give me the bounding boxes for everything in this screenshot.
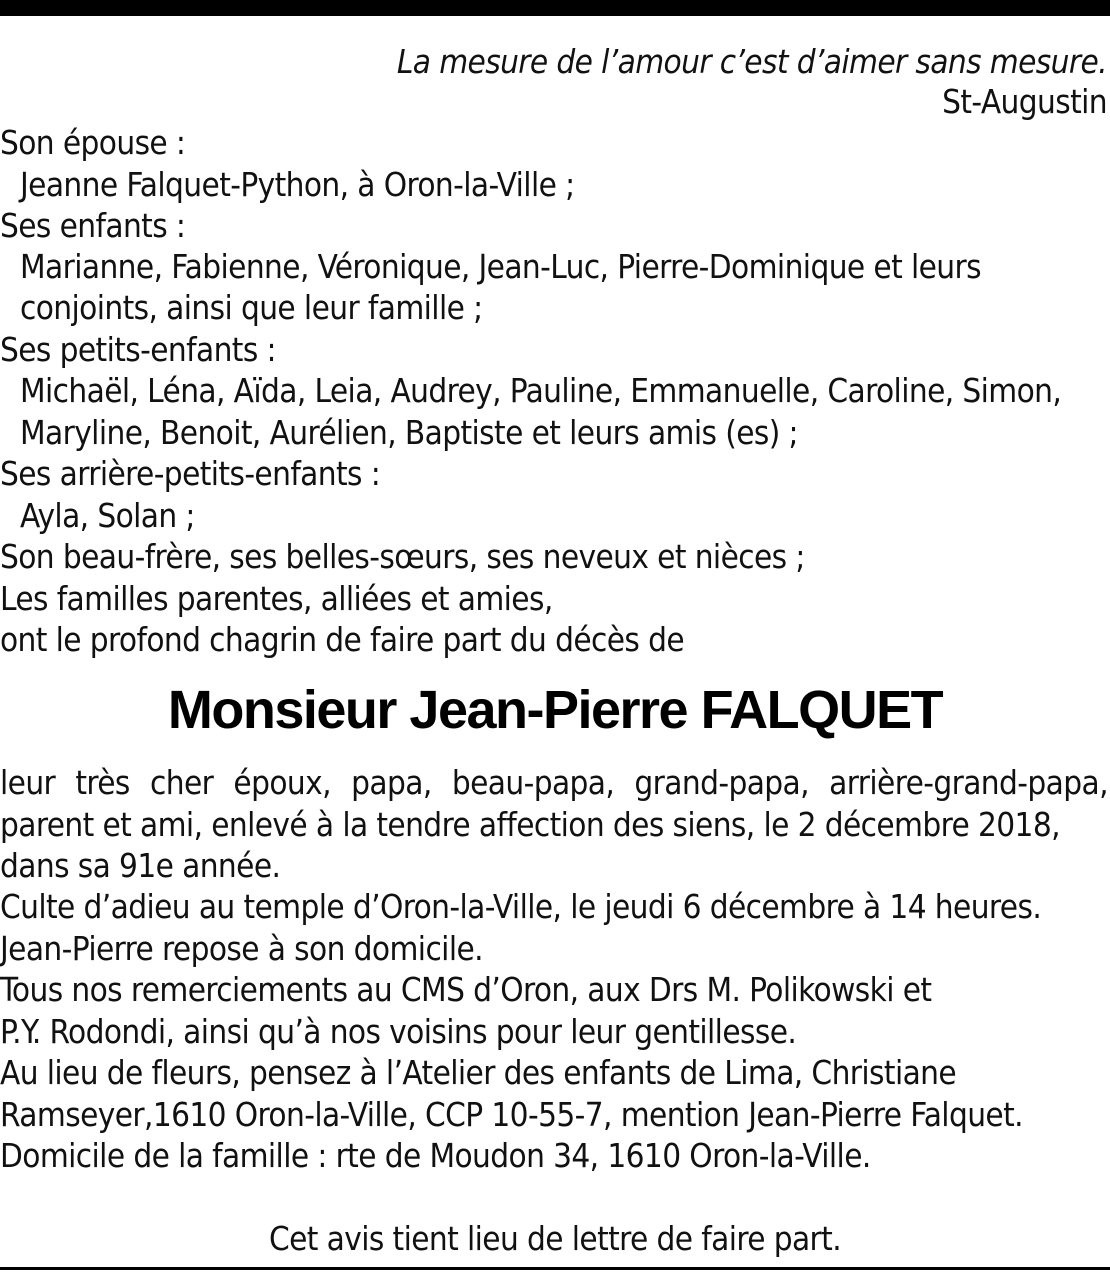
grandchildren-line-1: Michaël, Léna, Aïda, Leia, Audrey, Pauline, Emmanuelle, Caroline, Simon, — [20, 371, 1062, 410]
spouse-line: Jeanne Falquet-Python, à Oron-la-Ville ; — [20, 165, 575, 204]
body-word: grand-papa, — [634, 763, 809, 802]
body-line-6: Tous nos remerciements au CMS d’Oron, aux Drs M. Polikowski et — [0, 970, 932, 1009]
body-line-9: Ramseyer,1610 Oron-la-Ville, CCP 10-55-7, mention Jean-Pierre Falquet. — [0, 1095, 1023, 1134]
body-line-4: Culte d’adieu au temple d’Oron-la-Ville, le jeudi 6 décembre à 14 heures. — [0, 887, 1042, 926]
body-line-7: P.Y. Rodondi, ainsi qu’à nos voisins pour leur gentillesse. — [0, 1012, 797, 1051]
body-word: cher — [150, 763, 214, 802]
bottom-rule — [0, 1267, 1110, 1270]
great-grandchildren-line: Ayla, Solan ; — [20, 496, 195, 535]
children-heading: Ses enfants : — [0, 206, 186, 245]
spouse-heading: Son épouse : — [0, 123, 186, 162]
children-line-1: Marianne, Fabienne, Véronique, Jean-Luc, Pierre-Dominique et leurs — [20, 247, 981, 286]
epigraph-quote: La mesure de l’amour c’est d’aimer sans mesure. — [396, 42, 1107, 81]
body-word: papa, — [351, 763, 432, 802]
body-line-5: Jean-Pierre repose à son domicile. — [0, 929, 483, 968]
grandchildren-line-2: Maryline, Benoit, Aurélien, Baptiste et leurs amis (es) ; — [20, 413, 798, 452]
body-word: leur — [0, 763, 56, 802]
announce-line: ont le profond chagrin de faire part du décès de — [0, 620, 685, 659]
top-rule — [0, 0, 1110, 16]
body-word: très — [75, 763, 130, 802]
body-line-1 — [0, 763, 1108, 803]
deceased-name: Monsieur Jean-Pierre FALQUET — [167, 680, 943, 740]
families-line: Les familles parentes, alliées et amies, — [0, 579, 553, 618]
great-grandchildren-heading: Ses arrière-petits-enfants : — [0, 454, 381, 493]
grandchildren-heading: Ses petits-enfants : — [0, 330, 276, 369]
epigraph-author: St-Augustin — [942, 82, 1107, 121]
closing-line: Cet avis tient lieu de lettre de faire part. — [268, 1219, 842, 1258]
body-line-3: dans sa 91e année. — [0, 846, 281, 885]
body-line-8: Au lieu de fleurs, pensez à l’Atelier des enfants de Lima, Christiane — [0, 1053, 957, 1092]
body-word: arrière-grand-papa, — [829, 763, 1108, 802]
in-laws-line: Son beau-frère, ses belles-sœurs, ses neveux et nièces ; — [0, 537, 805, 576]
children-line-2: conjoints, ainsi que leur famille ; — [20, 288, 483, 327]
body-line-10: Domicile de la famille : rte de Moudon 34, 1610 Oron-la-Ville. — [0, 1136, 871, 1175]
body-line-2: parent et ami, enlevé à la tendre affection des siens, le 2 décembre 2018, — [0, 805, 1060, 844]
body-word: époux, — [233, 763, 331, 802]
body-word: beau-papa, — [451, 763, 615, 802]
